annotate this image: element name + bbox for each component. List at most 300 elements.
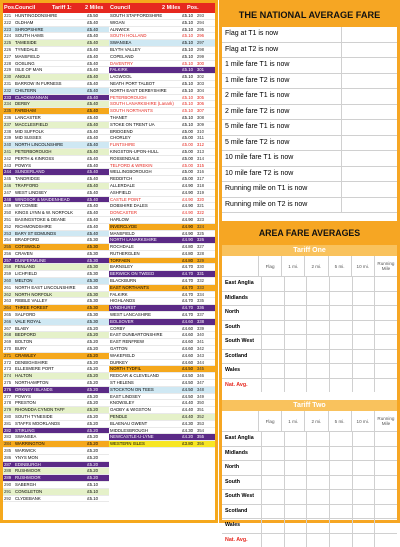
row-council: NEWCASTLE-U-LYNE: [109, 434, 180, 440]
grid-cell: [329, 432, 352, 446]
row-fare: £5.40: [85, 27, 99, 33]
row-position: 248: [3, 197, 14, 203]
fare-label: 5 mile fare T2 is now: [222, 136, 341, 151]
row-position: 246: [3, 183, 14, 189]
table-row: [3, 47, 109, 54]
row-fare: £4.20: [180, 434, 194, 440]
table-row: [3, 251, 109, 258]
row-position: 299: [194, 54, 205, 60]
row-council: CORBY: [109, 326, 180, 332]
row-fare: £5.20: [85, 434, 99, 440]
table-row: [109, 292, 215, 299]
table-row: [109, 366, 215, 373]
grid-cell: [329, 505, 352, 519]
grid-cell: [261, 461, 284, 475]
row-position: 236: [3, 115, 14, 121]
table-row: [3, 312, 109, 319]
grid-cell: [352, 306, 375, 320]
table-row: [3, 217, 109, 224]
row-position: 231: [3, 81, 14, 87]
row-council: GOSLING: [14, 61, 85, 67]
row-position: 355: [194, 434, 205, 440]
row-fare: £5.20: [85, 455, 99, 461]
grid-cell: [261, 321, 284, 335]
row-fare: £4.50: [180, 380, 194, 386]
row-council: TELFORD & WREKIN: [109, 163, 180, 169]
row-fare: £4.90: [180, 217, 194, 223]
row-council: PETERBOROUGH: [109, 95, 180, 101]
table-row: [109, 428, 215, 435]
row-council: CHILTERN: [14, 88, 85, 94]
table-row: [3, 421, 109, 428]
header-miles: 2 Miles: [85, 5, 110, 11]
row-fare: £5.30: [85, 319, 99, 325]
row-fare: £4.90: [180, 237, 194, 243]
row-fare: £5.40: [85, 190, 99, 196]
fare-value-cell: [341, 167, 397, 182]
table-row: [109, 271, 215, 278]
row-position: 228: [3, 61, 14, 67]
row-position: 239: [3, 135, 14, 141]
table-row: [109, 312, 215, 319]
grid-cell: [352, 364, 375, 378]
grid-cell: [261, 277, 284, 291]
row-council: WEST LINDSEY: [14, 190, 85, 196]
grid-cell: [261, 476, 284, 490]
row-fare: £5.20: [85, 468, 99, 474]
row-position: 281: [3, 421, 14, 427]
table-row: [109, 81, 215, 88]
row-position: 341: [194, 339, 205, 345]
row-council: BEDFORD: [14, 332, 85, 338]
row-position: 273: [3, 366, 14, 372]
row-council: SOUTH TYNESIDE: [14, 414, 85, 420]
row-council: WIGAN: [109, 20, 180, 26]
row-fare: £5.40: [85, 197, 99, 203]
fare-value-cell: [341, 136, 397, 151]
fare-label: Running mile on T2 is now: [222, 198, 341, 213]
table-row: [3, 298, 109, 305]
row-position: 259: [3, 271, 14, 277]
table-row: [109, 380, 215, 387]
table-row: [109, 156, 215, 163]
row-council: ANGUS: [14, 74, 85, 80]
table-row: [3, 101, 109, 108]
table-row: [109, 346, 215, 353]
row-council: SALFORD: [14, 312, 85, 318]
region-label: East Anglia: [222, 432, 261, 446]
row-fare: £5.10: [180, 67, 194, 73]
row-council: YNYS MON: [14, 455, 85, 461]
grid-cell: [329, 292, 352, 306]
row-fare: £5.20: [85, 373, 99, 379]
fare-row: [222, 167, 397, 183]
table-row: [109, 387, 215, 394]
row-fare: £5.00: [180, 163, 194, 169]
row-fare: £5.20: [85, 475, 99, 481]
row-position: 354: [194, 428, 205, 434]
grid-col-header: Running Mile: [374, 411, 397, 431]
table-row: [109, 237, 215, 244]
table-row: [3, 380, 109, 387]
row-fare: £5.40: [85, 47, 99, 53]
row-position: 245: [3, 176, 14, 182]
row-council: TYNEDALE: [14, 47, 85, 53]
table-row: [109, 47, 215, 54]
grid-cell: [374, 335, 397, 349]
row-position: 234: [3, 101, 14, 107]
grid-cell: [284, 447, 307, 461]
row-position: 331: [194, 271, 205, 277]
row-position: 235: [3, 108, 14, 114]
national-average-title: THE NATIONAL AVERAGE FARE: [222, 3, 397, 27]
row-council: NORTH LINCOLNSHIRE: [14, 142, 85, 148]
row-council: HIGHLANDS: [109, 298, 180, 304]
table-row: [3, 258, 109, 265]
row-position: 282: [3, 428, 14, 434]
grid-cell: [352, 461, 375, 475]
row-position: 224: [3, 33, 14, 39]
row-position: 266: [3, 319, 14, 325]
row-council: SWANSEA: [14, 434, 85, 440]
row-fare: £4.90: [180, 210, 194, 216]
row-position: 227: [3, 54, 14, 60]
row-council: WYCOMBE: [14, 203, 85, 209]
table-row: [109, 210, 215, 217]
row-position: 250: [3, 210, 14, 216]
row-position: 253: [3, 231, 14, 237]
fare-value-cell: [341, 27, 397, 42]
row-council: BARY ST EDMUNDS: [14, 231, 85, 237]
fare-row: [222, 120, 397, 136]
table-row: [3, 319, 109, 326]
row-position: 222: [3, 20, 14, 26]
row-position: 319: [194, 190, 205, 196]
row-position: 263: [3, 298, 14, 304]
region-label: Scotland: [222, 505, 261, 519]
row-fare: £5.20: [85, 407, 99, 413]
fare-row: [222, 151, 397, 167]
row-council: THREE FOREST: [14, 305, 85, 311]
row-position: 307: [194, 108, 205, 114]
tariff-two-header: [222, 411, 397, 431]
grid-cell: [374, 432, 397, 446]
grid-row: [222, 320, 397, 335]
tariff-two-rows: [222, 431, 397, 547]
row-fare: £4.90: [180, 183, 194, 189]
table-row: [109, 101, 215, 108]
row-position: 296: [194, 33, 205, 39]
grid-cell: [284, 321, 307, 335]
row-council: ALNWICK: [109, 27, 180, 33]
row-council: NORTH NORFOLK: [14, 292, 85, 298]
row-position: 338: [194, 319, 205, 325]
row-position: 240: [3, 142, 14, 148]
row-fare: £5.40: [85, 81, 99, 87]
row-position: 343: [194, 353, 205, 359]
row-council: PERTH & KINROSS: [14, 156, 85, 162]
fare-value-cell: [341, 58, 397, 73]
row-position: 317: [194, 176, 205, 182]
row-council: STIRLING: [14, 428, 85, 434]
grid-cell: [284, 277, 307, 291]
row-position: 257: [3, 258, 14, 264]
grid-cell: [306, 292, 329, 306]
row-council: REDDITCH: [109, 176, 180, 182]
fare-label: 1 mile fare T2 is now: [222, 74, 341, 89]
row-council: PRESTON: [14, 400, 85, 406]
table-row: [109, 67, 215, 74]
table-row: [3, 135, 109, 142]
grid-cell: [284, 432, 307, 446]
row-fare: £5.00: [180, 169, 194, 175]
row-council: COTSWOLD: [14, 244, 85, 250]
table-row: [109, 298, 215, 305]
row-fare: £5.10: [180, 27, 194, 33]
row-fare: £5.20: [85, 326, 99, 332]
table-row: [3, 149, 109, 156]
row-position: 324: [194, 224, 205, 230]
tariff-one-rows: [222, 276, 397, 392]
table-row: [109, 149, 215, 156]
row-position: 345: [194, 366, 205, 372]
row-council: NORTH EAST LINCOLNSHIRE: [14, 285, 85, 291]
table-row: [3, 210, 109, 217]
table-row: [3, 237, 109, 244]
row-position: 243: [3, 163, 14, 169]
row-council: MACCLESFIELD: [14, 122, 85, 128]
row-position: 254: [3, 237, 14, 243]
row-fare: £4.70: [180, 292, 194, 298]
table-row: [3, 67, 109, 74]
row-council: STAFFS MOORLANDS: [14, 421, 85, 427]
row-position: 310: [194, 129, 205, 135]
row-fare: £5.40: [85, 224, 99, 230]
row-fare: £4.70: [180, 271, 194, 277]
table-row: [109, 339, 215, 346]
row-fare: £5.20: [85, 387, 99, 393]
region-label: South: [222, 321, 261, 335]
row-fare: £5.20: [85, 360, 99, 366]
row-position: 270: [3, 346, 14, 352]
row-fare: £5.40: [85, 115, 99, 121]
table-row: [3, 244, 109, 251]
row-position: 327: [194, 244, 205, 250]
table-row: [3, 353, 109, 360]
row-council: MANSFIELD: [14, 54, 85, 60]
table-row: [109, 414, 215, 421]
grid-col-header: 2 mi.: [304, 256, 327, 276]
row-fare: £5.20: [85, 441, 99, 447]
grid-row: [222, 378, 397, 393]
row-position: 293: [194, 13, 205, 19]
table-row: [3, 387, 109, 394]
table-row: [3, 428, 109, 435]
grid-cell: [284, 476, 307, 490]
table-row: [3, 271, 109, 278]
grid-col-header: Flag: [258, 411, 281, 431]
table-row: [109, 251, 215, 258]
row-position: 334: [194, 292, 205, 298]
table-row: [109, 441, 215, 448]
table-row: [3, 407, 109, 414]
row-position: 294: [194, 20, 205, 26]
grid-row: [222, 489, 397, 504]
row-fare: £4.90: [180, 190, 194, 196]
row-council: HUNTINGDONSHIRE: [14, 13, 85, 19]
table-row: [109, 244, 215, 251]
table-row: [3, 496, 109, 503]
table-row: [109, 224, 215, 231]
table-row: [109, 20, 215, 27]
row-position: 264: [3, 305, 14, 311]
area-fare-title: AREA FARE AVERAGES: [222, 221, 397, 245]
row-position: 347: [194, 380, 205, 386]
region-label: South: [222, 476, 261, 490]
row-council: ROCHDALE: [109, 244, 180, 250]
row-council: NORTHAMPTON: [14, 380, 85, 386]
row-council: WARWICK: [14, 448, 85, 454]
row-position: 288: [3, 468, 14, 474]
header-pos-right: Pos.: [187, 5, 201, 11]
table-row: [3, 400, 109, 407]
grid-cell: [374, 277, 397, 291]
row-fare: £4.50: [180, 373, 194, 379]
row-position: 350: [194, 400, 205, 406]
row-position: 356: [194, 441, 205, 447]
region-label: Wales: [222, 519, 261, 533]
row-council: RHONDDA CYNON TAFF: [14, 407, 85, 413]
fare-value-cell: [341, 105, 397, 120]
grid-cell: [284, 306, 307, 320]
table-row: [3, 346, 109, 353]
grid-cell: [261, 379, 284, 393]
row-position: 325: [194, 231, 205, 237]
row-fare: £5.30: [85, 298, 99, 304]
grid-cell: [352, 447, 375, 461]
row-position: 241: [3, 149, 14, 155]
grid-col-header: 1 mi.: [281, 411, 304, 431]
grid-cell: [261, 364, 284, 378]
row-council: LYNDHURST: [109, 305, 180, 311]
row-position: 339: [194, 326, 205, 332]
row-fare: £5.10: [85, 489, 99, 495]
grid-cell: [374, 379, 397, 393]
row-fare: £5.40: [85, 74, 99, 80]
table-row: [3, 482, 109, 489]
fare-row: [222, 105, 397, 121]
row-council: DONCASTER: [109, 210, 180, 216]
table-row: [109, 217, 215, 224]
row-fare: £5.40: [85, 217, 99, 223]
row-fare: £4.90: [180, 203, 194, 209]
row-fare: £4.60: [180, 332, 194, 338]
grid-cell: [329, 379, 352, 393]
row-position: 301: [194, 67, 205, 73]
fare-row: [222, 198, 397, 214]
row-fare: £5.30: [85, 258, 99, 264]
grid-cell: [352, 534, 375, 547]
table-row: [109, 142, 215, 149]
row-council: DURKEY: [109, 360, 180, 366]
fare-row: [222, 136, 397, 152]
row-fare: £5.40: [85, 142, 99, 148]
grid-cell: [352, 505, 375, 519]
row-fare: £4.40: [180, 400, 194, 406]
row-position: 349: [194, 394, 205, 400]
table-row: [109, 407, 215, 414]
row-position: 292: [3, 496, 14, 502]
row-position: 309: [194, 122, 205, 128]
row-council: SOUTH HAMS: [14, 33, 85, 39]
row-council: WAKEFIELD: [109, 353, 180, 359]
row-position: 305: [194, 95, 205, 101]
row-council: SABERGH: [14, 482, 85, 488]
grid-cell: [284, 292, 307, 306]
table-header: [3, 3, 215, 13]
row-fare: £5.40: [85, 203, 99, 209]
table-row: [3, 278, 109, 285]
row-fare: £5.40: [85, 149, 99, 155]
row-council: WESTERN ISLES: [109, 441, 180, 447]
row-council: BRADFORD: [14, 237, 85, 243]
row-position: 346: [194, 373, 205, 379]
fare-row: [222, 182, 397, 198]
row-fare: £5.20: [85, 366, 99, 372]
table-row: [109, 231, 215, 238]
row-fare: £5.20: [85, 346, 99, 352]
row-fare: £4.60: [180, 360, 194, 366]
grid-cell: [261, 306, 284, 320]
row-position: 267: [3, 326, 14, 332]
row-council: BARROW IN FURNESS: [14, 81, 85, 87]
fare-row: [222, 74, 397, 90]
row-council: KINGS LYNN & W. NORFOLK: [14, 210, 85, 216]
row-position: 279: [3, 407, 14, 413]
row-council: BLABY: [14, 326, 85, 332]
row-position: 329: [194, 258, 205, 264]
row-council: SOUTH STAFFORDSHIRE: [109, 13, 180, 19]
row-fare: £5.40: [85, 129, 99, 135]
row-fare: £5.20: [85, 380, 99, 386]
table-row: [3, 462, 109, 469]
table-row: [3, 74, 109, 81]
row-council: EAST NORTHANTS: [109, 285, 180, 291]
grid-row: [222, 349, 397, 364]
grid-row: [222, 305, 397, 320]
row-fare: £5.40: [85, 108, 99, 114]
row-fare: £4.30: [180, 428, 194, 434]
grid-row: [222, 475, 397, 490]
table-row: [3, 129, 109, 136]
row-position: 226: [3, 47, 14, 53]
row-council: INVERCLYDE: [109, 224, 180, 230]
row-position: 318: [194, 183, 205, 189]
row-fare: £5.20: [85, 462, 99, 468]
grid-cell: [374, 519, 397, 533]
row-position: 312: [194, 142, 205, 148]
table-row: [3, 441, 109, 448]
table-row: [109, 183, 215, 190]
fare-label: 1 mile fare T1 is now: [222, 58, 341, 73]
table-row: [3, 448, 109, 455]
row-position: 229: [3, 67, 14, 73]
row-council: BERWICK ON TWEED: [109, 271, 180, 277]
row-council: CONGLETON: [14, 489, 85, 495]
row-council: TAMESIDE: [14, 40, 85, 46]
row-fare: £5.40: [85, 67, 99, 73]
row-position: 275: [3, 380, 14, 386]
